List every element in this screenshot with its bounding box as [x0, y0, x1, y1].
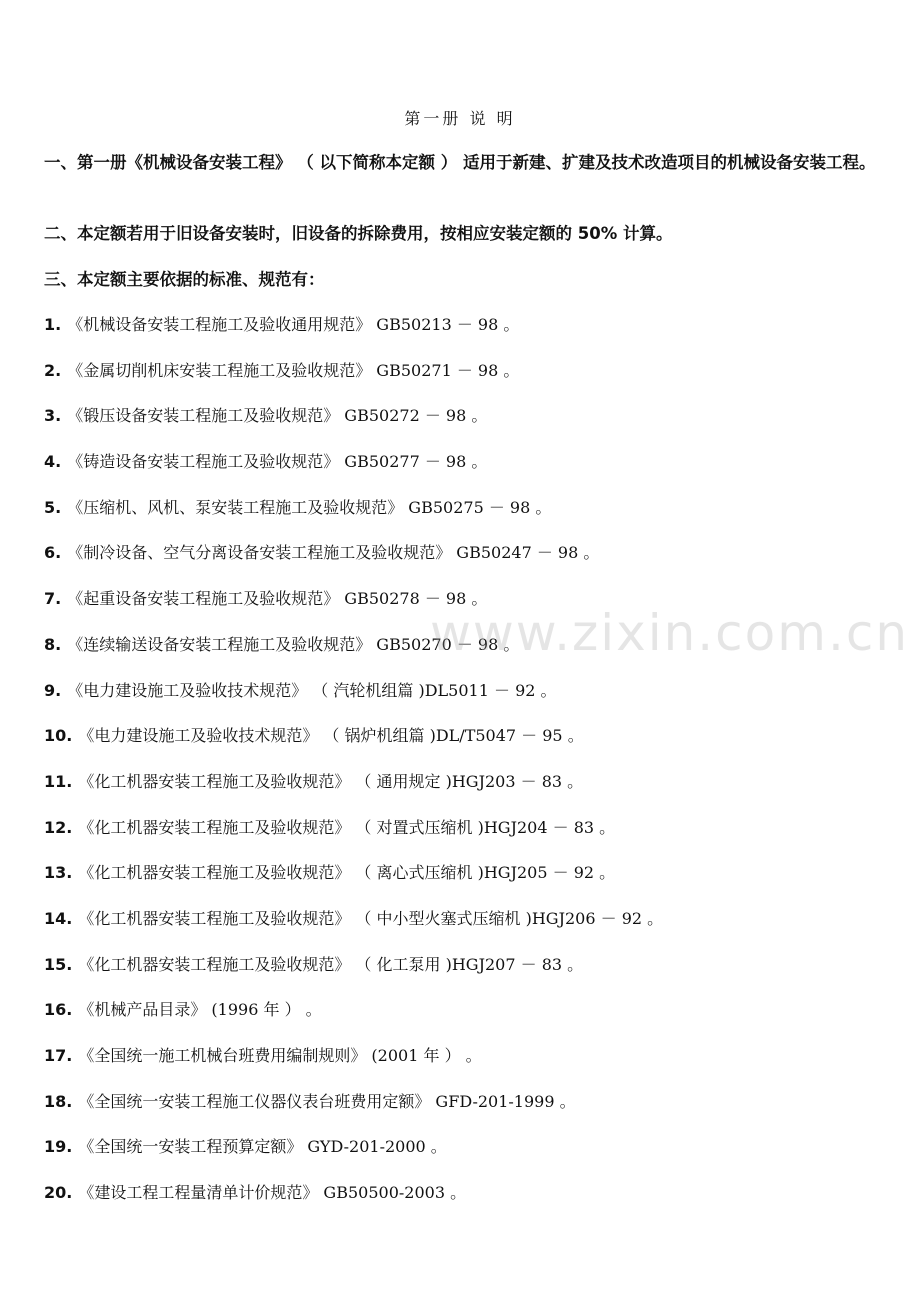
- list-item-text: 《起重设备安装工程施工及验收规范》 GB50278 － 98 。: [67, 589, 488, 609]
- list-item: [44, 495, 886, 541]
- list-item: [44, 449, 886, 495]
- list-item-text: 《化工机器安装工程施工及验收规范》 （ 对置式压缩机 )HGJ204 － 83 。: [78, 817, 616, 837]
- list-item: [44, 540, 886, 586]
- list-item: [44, 403, 886, 449]
- list-item-text: 《化工机器安装工程施工及验收规范》 （ 通用规定 )HGJ203 － 83 。: [78, 771, 584, 791]
- list-item-text: 《制冷设备、空气分离设备安装工程施工及验收规范》 GB50247 － 98 。: [67, 543, 600, 563]
- list-item: [44, 952, 886, 998]
- list-item-number: 7.: [44, 589, 62, 609]
- list-item-text: 《机械设备安装工程施工及验收通用规范》 GB50213 － 98 。: [67, 315, 520, 334]
- list-item: [44, 815, 886, 861]
- list-item-text: 《全国统一安装工程施工仪器仪表台班费用定额》 GFD-201-1999 。: [78, 1091, 576, 1111]
- list-item: [44, 906, 886, 952]
- list-item: [44, 997, 886, 1043]
- list-item-number: 2.: [44, 360, 62, 380]
- paragraph-scope: 一、第一册《机械设备安装工程》 （ 以下简称本定额 ） 适用于新建、扩建及技术改造项目的机械设备安装工程。: [44, 153, 876, 172]
- list-item: [44, 769, 886, 815]
- list-item-number: 11.: [44, 771, 73, 791]
- list-item-text: 《铸造设备安装工程施工及验收规范》 GB50277 － 98 。: [67, 452, 488, 472]
- list-item: [44, 723, 886, 769]
- paragraph-old-equipment: 二、本定额若用于旧设备安装时，旧设备的拆除费用，按相应安装定额的 50% 计算。: [44, 224, 673, 243]
- list-item-number: 14.: [44, 908, 73, 928]
- list-item-number: 10.: [44, 726, 73, 746]
- list-item-text: 《锻压设备安装工程施工及验收规范》 GB50272 － 98 。: [67, 406, 488, 426]
- page-title: 第一册 说 明: [404, 109, 516, 128]
- list-item: [44, 1180, 886, 1226]
- list-item-text: 《连续输送设备安装工程施工及验收规范》 GB50270 － 98 。: [67, 634, 520, 654]
- list-item-text: 《全国统一安装工程预算定额》 GYD-201-2000 。: [78, 1137, 447, 1157]
- list-item-text: 《电力建设施工及验收技术规范》 （ 锅炉机组篇 )DL/T5047 － 95 。: [78, 726, 584, 746]
- list-item-number: 18.: [44, 1091, 73, 1111]
- list-item-number: 12.: [44, 817, 73, 837]
- list-item-text: 《建设工程工程量清单计价规范》 GB50500-2003 。: [78, 1183, 467, 1203]
- list-item: [44, 860, 886, 906]
- list-item-number: 9.: [44, 680, 62, 700]
- list-item-text: 《全国统一施工机械台班费用编制规则》 (2001 年 ） 。: [78, 1046, 482, 1065]
- list-item-text: 《化工机器安装工程施工及验收规范》 （ 离心式压缩机 )HGJ205 － 92 。: [78, 863, 616, 883]
- list-item-text: 《化工机器安装工程施工及验收规范》 （ 中小型火塞式压缩机 )HGJ206 － 92 。: [78, 908, 664, 928]
- list-item-number: 6.: [44, 543, 62, 563]
- list-item-number: 15.: [44, 954, 73, 974]
- list-item-text: 《化工机器安装工程施工及验收规范》 （ 化工泵用 )HGJ207 － 83 。: [78, 954, 584, 974]
- list-item-text: 《压缩机、风机、泵安装工程施工及验收规范》 GB50275 － 98 。: [67, 497, 552, 517]
- list-item: [44, 678, 886, 724]
- standards-list: [44, 312, 886, 1226]
- list-item-number: 16.: [44, 1000, 73, 1020]
- list-item-text: 《机械产品目录》 (1996 年 ） 。: [78, 1000, 322, 1020]
- list-item-number: 4.: [44, 452, 62, 472]
- list-item: [44, 358, 886, 404]
- list-item-text: 《电力建设施工及验收技术规范》 （ 汽轮机组篇 )DL5011 － 92 。: [67, 680, 557, 700]
- list-item-text: 《金属切削机床安装工程施工及验收规范》 GB50271 － 98 。: [67, 360, 520, 380]
- list-item: [44, 1089, 886, 1135]
- list-item-number: 17.: [44, 1046, 73, 1065]
- watermark: www.zixin.com.cn: [430, 604, 910, 662]
- list-item: [44, 1043, 886, 1089]
- list-item-number: 8.: [44, 634, 62, 654]
- list-item-number: 3.: [44, 406, 62, 426]
- list-item-number: 19.: [44, 1137, 73, 1157]
- list-item: [44, 312, 886, 358]
- list-item-number: 13.: [44, 863, 73, 883]
- list-item-number: 5.: [44, 497, 62, 517]
- list-item-number: 1.: [44, 315, 62, 334]
- list-item-number: 20.: [44, 1183, 73, 1203]
- paragraph-standards-intro: 三、本定额主要依据的标准、规范有：: [44, 270, 325, 289]
- list-item: [44, 1134, 886, 1180]
